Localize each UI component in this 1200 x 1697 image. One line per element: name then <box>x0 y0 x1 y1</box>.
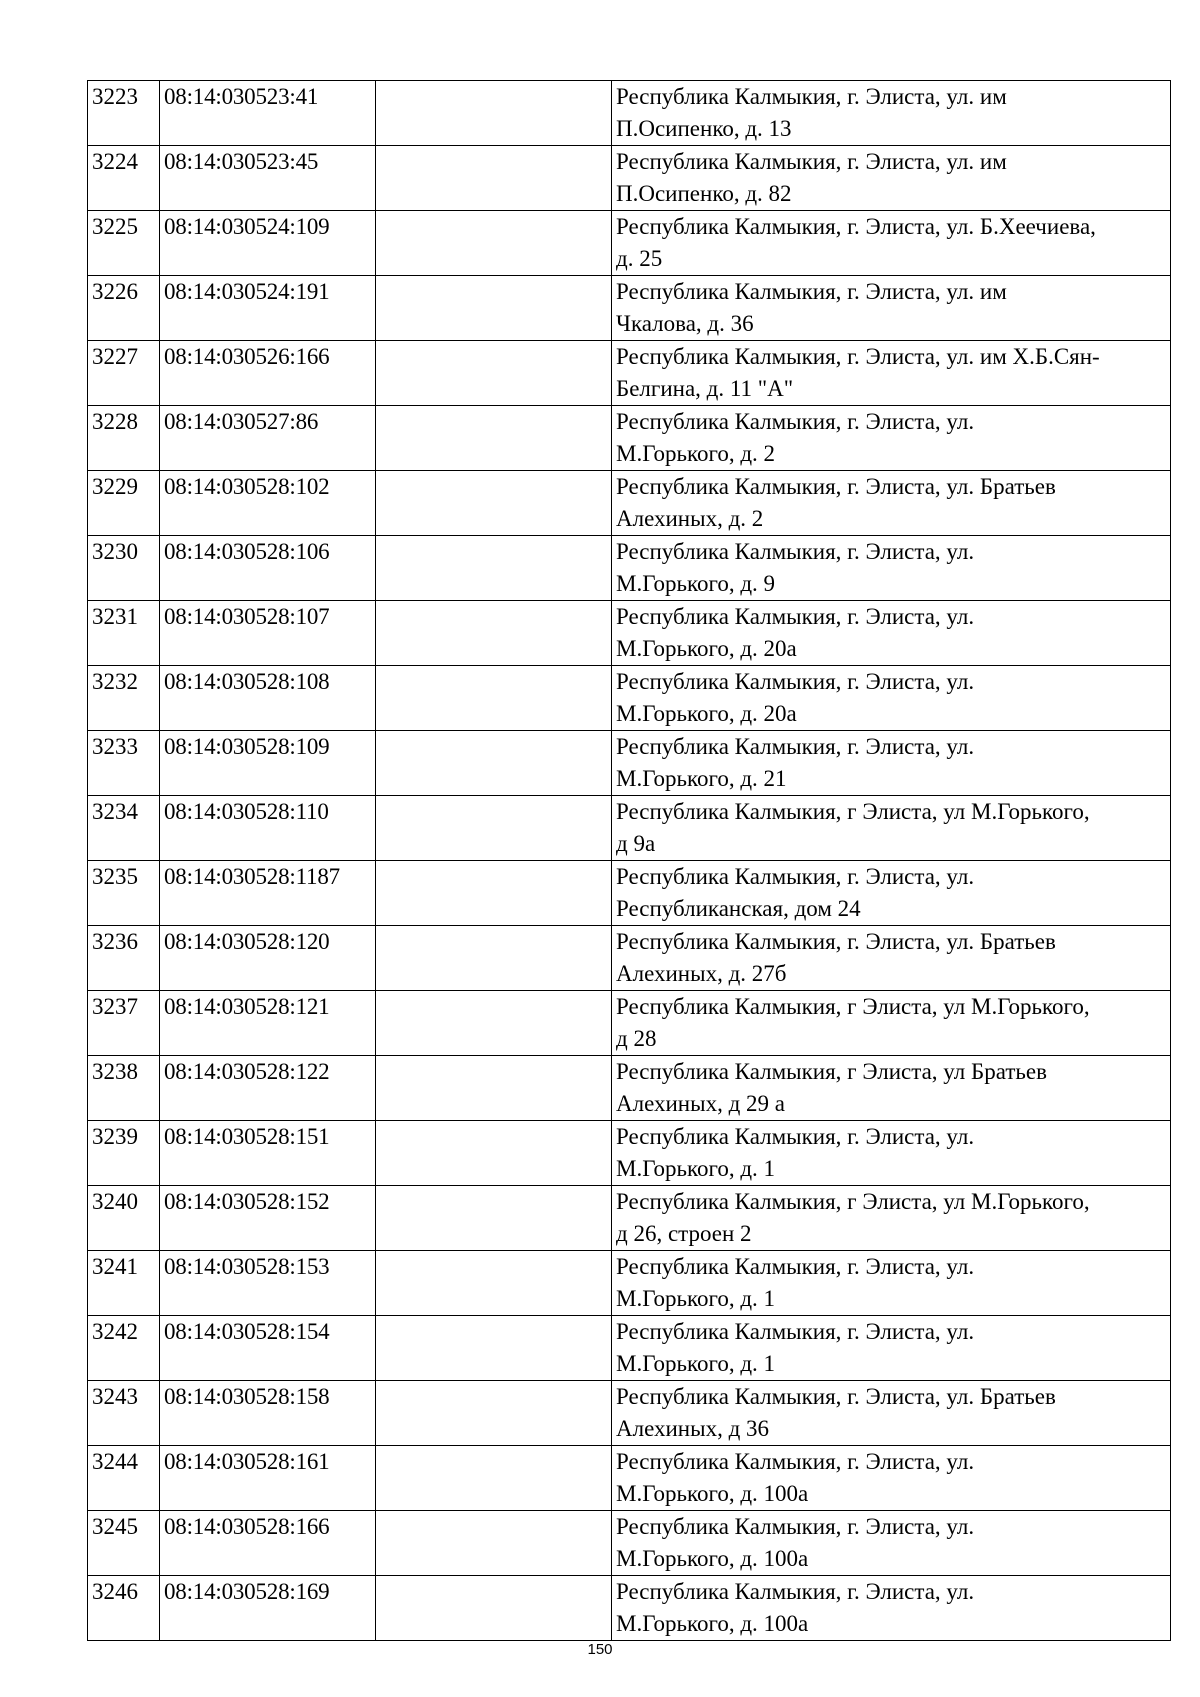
registry-table <box>87 80 1171 1641</box>
address-line: Республика Калмыкия, г. Элиста, ул. <box>616 1319 975 1344</box>
table-row <box>88 1056 1171 1121</box>
row-number-cell: 3246 <box>88 1576 160 1641</box>
cadastral-number-cell: 08:14:030524:191 <box>160 276 376 341</box>
cadastral-number-cell: 08:14:030528:122 <box>160 1056 376 1121</box>
table-row <box>88 1446 1171 1511</box>
empty-cell <box>376 666 612 731</box>
address-cell <box>612 926 1171 991</box>
cadastral-number-cell: 08:14:030528:158 <box>160 1381 376 1446</box>
cadastral-number-cell: 08:14:030527:86 <box>160 406 376 471</box>
address-line: Республика Калмыкия, г. Элиста, ул. <box>616 539 975 564</box>
empty-cell <box>376 1056 612 1121</box>
table-row <box>88 731 1171 796</box>
address-line: д. 25 <box>616 246 663 271</box>
address-line: Республика Калмыкия, г. Элиста, ул. Братьев <box>616 1384 1056 1409</box>
table-row <box>88 601 1171 666</box>
row-number-cell: 3230 <box>88 536 160 601</box>
cadastral-number-cell: 08:14:030523:41 <box>160 81 376 146</box>
cadastral-number-cell: 08:14:030528:108 <box>160 666 376 731</box>
address-line: Республика Калмыкия, г. Элиста, ул. им <box>616 149 1007 174</box>
address-line: Алехиных, д 29 а <box>616 1091 785 1116</box>
row-number-cell: 3231 <box>88 601 160 666</box>
row-number-cell: 3226 <box>88 276 160 341</box>
address-cell <box>612 1381 1171 1446</box>
cadastral-number-cell: 08:14:030528:153 <box>160 1251 376 1316</box>
address-line: Республика Калмыкия, г. Элиста, ул. <box>616 864 975 889</box>
address-line: М.Горького, д. 21 <box>616 766 787 791</box>
address-cell <box>612 731 1171 796</box>
row-number-cell: 3245 <box>88 1511 160 1576</box>
cadastral-number-cell: 08:14:030524:109 <box>160 211 376 276</box>
table-row <box>88 1251 1171 1316</box>
table-row <box>88 146 1171 211</box>
table-row <box>88 1186 1171 1251</box>
table-row <box>88 991 1171 1056</box>
empty-cell <box>376 731 612 796</box>
address-line: Республика Калмыкия, г. Элиста, ул. им Х.Б.Сян- <box>616 344 1100 369</box>
cadastral-number-cell: 08:14:030528:120 <box>160 926 376 991</box>
address-line: д 26, строен 2 <box>616 1221 752 1246</box>
table-row <box>88 406 1171 471</box>
address-line: Алехиных, д. 2 <box>616 506 764 531</box>
address-cell <box>612 1446 1171 1511</box>
address-line: Чкалова, д. 36 <box>616 311 754 336</box>
address-line: Республика Калмыкия, г. Элиста, ул. им <box>616 279 1007 304</box>
row-number-cell: 3238 <box>88 1056 160 1121</box>
address-cell <box>612 1186 1171 1251</box>
address-cell <box>612 601 1171 666</box>
empty-cell <box>376 796 612 861</box>
address-cell <box>612 1316 1171 1381</box>
registry-table-body <box>88 81 1171 1641</box>
address-line: Республика Калмыкия, г Элиста, ул М.Горького, <box>616 1189 1090 1214</box>
address-line: Республика Калмыкия, г. Элиста, ул. <box>616 734 975 759</box>
address-line: Белгина, д. 11 "А" <box>616 376 794 401</box>
address-line: д 28 <box>616 1026 657 1051</box>
address-cell <box>612 666 1171 731</box>
cadastral-number-cell: 08:14:030528:154 <box>160 1316 376 1381</box>
table-row <box>88 1381 1171 1446</box>
address-line: М.Горького, д. 100а <box>616 1546 809 1571</box>
address-line: д 9а <box>616 831 656 856</box>
table-row <box>88 471 1171 536</box>
empty-cell <box>376 406 612 471</box>
address-cell <box>612 146 1171 211</box>
cadastral-number-cell: 08:14:030528:152 <box>160 1186 376 1251</box>
empty-cell <box>376 1576 612 1641</box>
row-number-cell: 3232 <box>88 666 160 731</box>
address-line: М.Горького, д. 100а <box>616 1611 809 1636</box>
cadastral-number-cell: 08:14:030526:166 <box>160 341 376 406</box>
address-line: Республика Калмыкия, г. Элиста, ул. <box>616 1579 975 1604</box>
address-line: Республика Калмыкия, г. Элиста, ул. им <box>616 84 1007 109</box>
empty-cell <box>376 471 612 536</box>
address-cell <box>612 276 1171 341</box>
address-line: М.Горького, д. 20а <box>616 701 797 726</box>
table-row <box>88 1316 1171 1381</box>
address-cell <box>612 81 1171 146</box>
table-row <box>88 211 1171 276</box>
address-cell <box>612 536 1171 601</box>
address-line: Республика Калмыкия, г. Элиста, ул. <box>616 1124 975 1149</box>
cadastral-number-cell: 08:14:030528:121 <box>160 991 376 1056</box>
table-row <box>88 81 1171 146</box>
address-line: Республика Калмыкия, г. Элиста, ул. <box>616 1254 975 1279</box>
address-line: Республиканская, дом 24 <box>616 896 861 921</box>
table-row <box>88 1576 1171 1641</box>
row-number-cell: 3225 <box>88 211 160 276</box>
row-number-cell: 3233 <box>88 731 160 796</box>
empty-cell <box>376 1511 612 1576</box>
empty-cell <box>376 81 612 146</box>
address-line: М.Горького, д. 9 <box>616 571 776 596</box>
address-cell <box>612 1056 1171 1121</box>
address-cell <box>612 1121 1171 1186</box>
empty-cell <box>376 601 612 666</box>
empty-cell <box>376 1186 612 1251</box>
row-number-cell: 3227 <box>88 341 160 406</box>
table-row <box>88 536 1171 601</box>
address-cell <box>612 211 1171 276</box>
address-cell <box>612 471 1171 536</box>
address-line: П.Осипенко, д. 82 <box>616 181 792 206</box>
cadastral-number-cell: 08:14:030523:45 <box>160 146 376 211</box>
row-number-cell: 3234 <box>88 796 160 861</box>
address-line: Республика Калмыкия, г. Элиста, ул. <box>616 1449 975 1474</box>
address-line: Республика Калмыкия, г. Элиста, ул. Братьев <box>616 929 1056 954</box>
table-row <box>88 1511 1171 1576</box>
table-row <box>88 926 1171 991</box>
empty-cell <box>376 1381 612 1446</box>
cadastral-number-cell: 08:14:030528:161 <box>160 1446 376 1511</box>
address-cell <box>612 1251 1171 1316</box>
cadastral-number-cell: 08:14:030528:106 <box>160 536 376 601</box>
address-line: М.Горького, д. 100а <box>616 1481 809 1506</box>
empty-cell <box>376 1316 612 1381</box>
address-line: Республика Калмыкия, г. Элиста, ул. <box>616 409 975 434</box>
address-cell <box>612 341 1171 406</box>
address-cell <box>612 861 1171 926</box>
address-line: Республика Калмыкия, г Элиста, ул Братьев <box>616 1059 1047 1084</box>
empty-cell <box>376 211 612 276</box>
row-number-cell: 3241 <box>88 1251 160 1316</box>
row-number-cell: 3223 <box>88 81 160 146</box>
address-line: Республика Калмыкия, г. Элиста, ул. <box>616 669 975 694</box>
address-line: М.Горького, д. 20а <box>616 636 797 661</box>
row-number-cell: 3228 <box>88 406 160 471</box>
empty-cell <box>376 1251 612 1316</box>
row-number-cell: 3224 <box>88 146 160 211</box>
row-number-cell: 3237 <box>88 991 160 1056</box>
table-row <box>88 1121 1171 1186</box>
table-row <box>88 861 1171 926</box>
address-cell <box>612 796 1171 861</box>
empty-cell <box>376 991 612 1056</box>
cadastral-number-cell: 08:14:030528:110 <box>160 796 376 861</box>
empty-cell <box>376 861 612 926</box>
empty-cell <box>376 146 612 211</box>
address-line: Республика Калмыкия, г. Элиста, ул. Б.Хеечиева, <box>616 214 1096 239</box>
address-cell <box>612 991 1171 1056</box>
table-row <box>88 341 1171 406</box>
address-line: Алехиных, д. 27б <box>616 961 787 986</box>
table-row <box>88 666 1171 731</box>
cadastral-number-cell: 08:14:030528:107 <box>160 601 376 666</box>
empty-cell <box>376 341 612 406</box>
address-line: Республика Калмыкия, г. Элиста, ул. <box>616 604 975 629</box>
row-number-cell: 3235 <box>88 861 160 926</box>
address-line: Алехиных, д 36 <box>616 1416 770 1441</box>
address-line: Республика Калмыкия, г. Элиста, ул. Братьев <box>616 474 1056 499</box>
table-row <box>88 796 1171 861</box>
empty-cell <box>376 1121 612 1186</box>
address-line: Республика Калмыкия, г Элиста, ул М.Горького, <box>616 799 1090 824</box>
address-line: М.Горького, д. 1 <box>616 1286 776 1311</box>
table-row <box>88 276 1171 341</box>
empty-cell <box>376 276 612 341</box>
page-number: 150 <box>587 1641 613 1658</box>
row-number-cell: 3236 <box>88 926 160 991</box>
row-number-cell: 3244 <box>88 1446 160 1511</box>
cadastral-number-cell: 08:14:030528:109 <box>160 731 376 796</box>
cadastral-number-cell: 08:14:030528:151 <box>160 1121 376 1186</box>
cadastral-number-cell: 08:14:030528:102 <box>160 471 376 536</box>
address-cell <box>612 1576 1171 1641</box>
address-line: М.Горького, д. 1 <box>616 1156 776 1181</box>
empty-cell <box>376 1446 612 1511</box>
row-number-cell: 3243 <box>88 1381 160 1446</box>
row-number-cell: 3240 <box>88 1186 160 1251</box>
cadastral-number-cell: 08:14:030528:1187 <box>160 861 376 926</box>
cadastral-number-cell: 08:14:030528:166 <box>160 1511 376 1576</box>
empty-cell <box>376 926 612 991</box>
address-cell <box>612 406 1171 471</box>
address-line: Республика Калмыкия, г. Элиста, ул. <box>616 1514 975 1539</box>
address-line: П.Осипенко, д. 13 <box>616 116 792 141</box>
address-cell <box>612 1511 1171 1576</box>
address-line: М.Горького, д. 1 <box>616 1351 776 1376</box>
address-line: М.Горького, д. 2 <box>616 441 776 466</box>
cadastral-number-cell: 08:14:030528:169 <box>160 1576 376 1641</box>
row-number-cell: 3239 <box>88 1121 160 1186</box>
row-number-cell: 3229 <box>88 471 160 536</box>
empty-cell <box>376 536 612 601</box>
row-number-cell: 3242 <box>88 1316 160 1381</box>
address-line: Республика Калмыкия, г Элиста, ул М.Горького, <box>616 994 1090 1019</box>
